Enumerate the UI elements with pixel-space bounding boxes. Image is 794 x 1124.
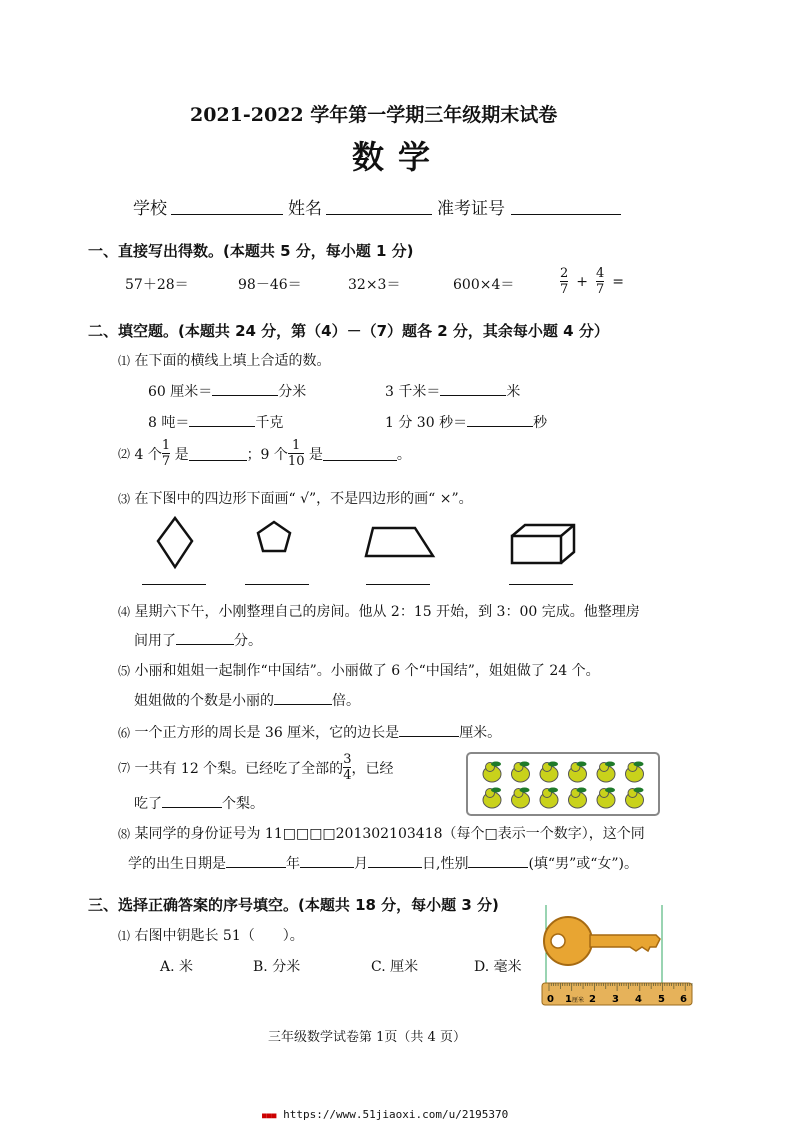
- school-blank[interactable]: [171, 213, 283, 215]
- q2-8-line1: ⑻ 某同学的身份证号为 11□□□□201302103418（每个□表示一个数字），这个同: [118, 826, 645, 842]
- option-a[interactable]: A. 米: [160, 959, 194, 975]
- q2-4-line2: 间用了 分。: [134, 630, 262, 650]
- answer-blank[interactable]: [212, 381, 278, 396]
- shape-answer-3[interactable]: [366, 583, 430, 585]
- ruler-label-5: 5: [658, 994, 665, 1005]
- cuboid-shape: [512, 525, 574, 563]
- exam-title: 2021-2022 学年第一学期三年级期末试卷: [190, 104, 558, 126]
- pentagon-shape: [258, 522, 290, 551]
- source-url[interactable]: ■■■ https://www.51jiaoxi.com/u/2195370: [262, 1108, 509, 1121]
- option-d[interactable]: D. 毫米: [474, 959, 522, 975]
- q2-3: ⑶ 在下图中的四边形下面画“ √”，不是四边形的画“ ×”。: [118, 491, 473, 507]
- ruler-label-6: 6: [680, 994, 687, 1005]
- answer-blank[interactable]: [368, 853, 422, 868]
- pear-icon: [597, 762, 615, 783]
- pear-icon: [540, 788, 558, 809]
- calc-item-4: 600×4＝: [453, 277, 515, 293]
- answer-blank[interactable]: [468, 853, 528, 868]
- ruler-unit: 厘米: [572, 997, 585, 1004]
- name-label: 姓名: [288, 199, 322, 219]
- pear-icon: [626, 788, 644, 809]
- q2-7-line1: ⑺ 一共有 12 个梨。已经吃了全部的 $\frac{3}{4}$ ，已经: [118, 752, 394, 783]
- q2-1-c: 8 吨＝ 千克: [148, 412, 283, 432]
- answer-blank[interactable]: [274, 690, 332, 705]
- subject-title: 数学: [352, 138, 445, 176]
- shape-answer-1[interactable]: [142, 583, 206, 585]
- pear-icon: [540, 762, 558, 783]
- ruler-label-0: 0: [547, 994, 554, 1005]
- pear-icon: [569, 762, 587, 783]
- answer-blank[interactable]: [162, 793, 222, 808]
- ruler-label-3: 3: [612, 994, 619, 1005]
- q2-1-d: 1 分 30 秒＝ 秒: [385, 412, 547, 432]
- answer-blank[interactable]: [226, 853, 286, 868]
- answer-blank[interactable]: [323, 446, 397, 461]
- answer-blank[interactable]: [189, 446, 247, 461]
- page-footer: 三年级数学试卷第 1页（共 4 页）: [268, 1030, 466, 1045]
- answer-blank[interactable]: [440, 381, 506, 396]
- trapezoid-shape: [366, 528, 433, 556]
- pear-icon: [483, 762, 501, 783]
- option-c[interactable]: C. 厘米: [371, 959, 419, 975]
- section2-heading: 二、填空题。(本题共 24 分，第（4）－（7）题各 2 分，其余每小题 4 分）: [88, 322, 609, 340]
- q2-5-line2: 姐姐做的个数是小丽的 倍。: [134, 690, 360, 710]
- calc-item-5: $\frac{2}{7}$ + $\frac{4}{7}$ =: [560, 266, 625, 297]
- calc-item-3: 32×3＝: [348, 277, 401, 293]
- ruler-label-4: 4: [635, 994, 642, 1005]
- q2-5-line1: ⑸ 小丽和姐姐一起制作“中国结”。小丽做了 6 个“中国结”，姐姐做了 24 个。: [118, 663, 600, 679]
- q3-1: ⑴ 右图中钥匙长 51（ ）。: [118, 928, 304, 944]
- pear-icon: [512, 762, 530, 783]
- q2-1-b: 3 千米＝ 米: [385, 381, 520, 401]
- q2-8-line2: 学的出生日期是 年 月 日,性别 (填“男”或“女”)。: [128, 853, 638, 873]
- section3-heading: 三、选择正确答案的序号填空。(本题共 18 分，每小题 3 分): [88, 896, 499, 914]
- exam-id-label: 准考证号: [437, 199, 505, 219]
- shape-answer-4[interactable]: [509, 583, 573, 585]
- answer-blank[interactable]: [399, 722, 459, 737]
- ruler-label-2: 2: [589, 994, 596, 1005]
- answer-blank[interactable]: [189, 412, 255, 427]
- pear-icon: [569, 788, 587, 809]
- calc-item-2: 98－46＝: [238, 277, 302, 293]
- key-icon: [544, 917, 660, 965]
- q2-1: ⑴ 在下面的横线上填上合适的数。: [118, 353, 331, 369]
- diamond-shape: [158, 518, 192, 567]
- q2-1-a: 60 厘米＝ 分米: [148, 381, 306, 401]
- option-b[interactable]: B. 分米: [253, 959, 301, 975]
- q2-7-line2: 吃了 个梨。: [134, 793, 264, 813]
- key-ruler-figure: [538, 905, 698, 1010]
- answer-blank[interactable]: [300, 853, 354, 868]
- answer-blank[interactable]: [176, 630, 234, 645]
- q2-6: ⑹ 一个正方形的周长是 36 厘米，它的边长是 厘米。: [118, 722, 501, 742]
- pear-icon: [483, 788, 501, 809]
- shape-answer-2[interactable]: [245, 583, 309, 585]
- site-logo-icon: ■■■: [262, 1111, 277, 1120]
- answer-blank[interactable]: [467, 412, 533, 427]
- pear-icon: [626, 762, 644, 783]
- ruler-label-1: 1: [565, 994, 572, 1005]
- exam-id-blank[interactable]: [511, 213, 621, 215]
- section1-heading: 一、直接写出得数。(本题共 5 分，每小题 1 分): [88, 242, 414, 260]
- name-blank[interactable]: [326, 213, 432, 215]
- school-label: 学校: [133, 199, 167, 219]
- ruler-icon: [542, 983, 692, 1005]
- calc-item-1: 57＋28＝: [125, 277, 189, 293]
- pears-figure: [466, 752, 656, 812]
- pear-icon: [597, 788, 615, 809]
- pear-icon: [512, 788, 530, 809]
- q2-2: ⑵ 4 个 $\frac{1}{7}$ 是 ；9 个 $\frac{1}{10}$ 是 。: [118, 438, 411, 469]
- q2-4-line1: ⑷ 星期六下午，小刚整理自己的房间。他从 2：15 开始，到 3：00 完成。他整理房: [118, 604, 640, 620]
